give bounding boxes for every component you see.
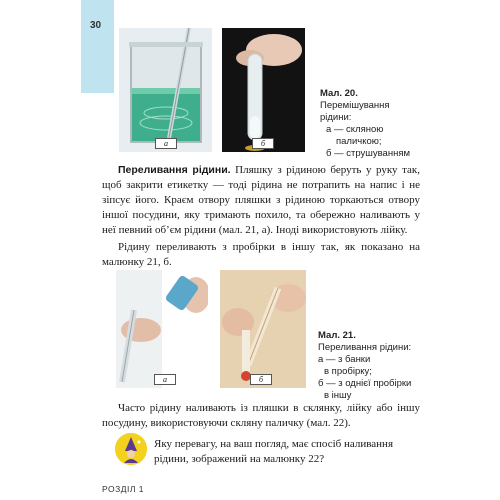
figure-20-title: Мал. 20. [320,88,358,99]
caption-line: в пробірку; [324,366,372,377]
pouring-text: Пляшку з рідиною беруть у руку так, щоб закрити етикетку — тоді рідина не потрапить на напис і не зіпсує його. Краєм отвору пляшки з рідиною торкаються отвору іншої посудини, яку тримають похило, та обережно наливають у неї певний об’єм рідини (мал. 21, а). Іноді використовують лійку. [102,164,420,236]
figure-21-caption [318,330,430,402]
figure-21b-photo [220,270,306,388]
figure-21a-photo [116,270,208,388]
test-tube-shaking-image [222,28,305,152]
pouring-heading: Переливання рідини. [118,164,231,176]
caption-line: а — скляною [326,124,384,135]
caption-line: Перемішування [320,100,390,111]
photo-label-b: б [252,138,274,149]
bottle-pouring-image [116,270,208,388]
photo-label-a: а [155,138,177,149]
caption-line: б — з однієї пробірки [318,378,412,389]
page-tab [81,0,114,93]
wizard-question-icon [115,433,147,465]
page-number: 30 [90,20,102,31]
section-footer: РОЗДІЛ 1 [102,484,145,494]
caption-line: в іншу [324,390,352,401]
photo-label-b: б [250,374,272,385]
caption-line: рідини: [320,112,352,123]
glass-rod-paragraph: Часто рідину наливають із пляшки в склянку, лійку або іншу посудину, використовуючи скляну паличку (мал. 22). [102,402,420,429]
figure-21-title: Мал. 21. [318,330,356,341]
pouring-paragraph-2: Рідину переливають з пробірки в іншу так, як показано на малюнку 21, б. [102,241,420,268]
test-tube-transfer-image [220,270,306,388]
caption-line: паличкою; [336,136,382,147]
figure-20b-photo [222,28,305,152]
pouring-paragraph [102,163,420,238]
caption-line: б — струшуванням [326,148,411,159]
beaker-stirring-image [119,28,212,152]
wizard-figure-icon [115,433,147,465]
figure-20-caption [320,88,430,160]
caption-line: а — з банки [318,354,371,365]
figure-20a-photo [119,28,212,152]
caption-line: Переливання рідини: [318,342,412,353]
photo-label-a: а [154,374,176,385]
question-text: Яку перевагу, на ваш погляд, має спосіб наливання рідини, зображений на малюнку 22? [154,438,393,465]
